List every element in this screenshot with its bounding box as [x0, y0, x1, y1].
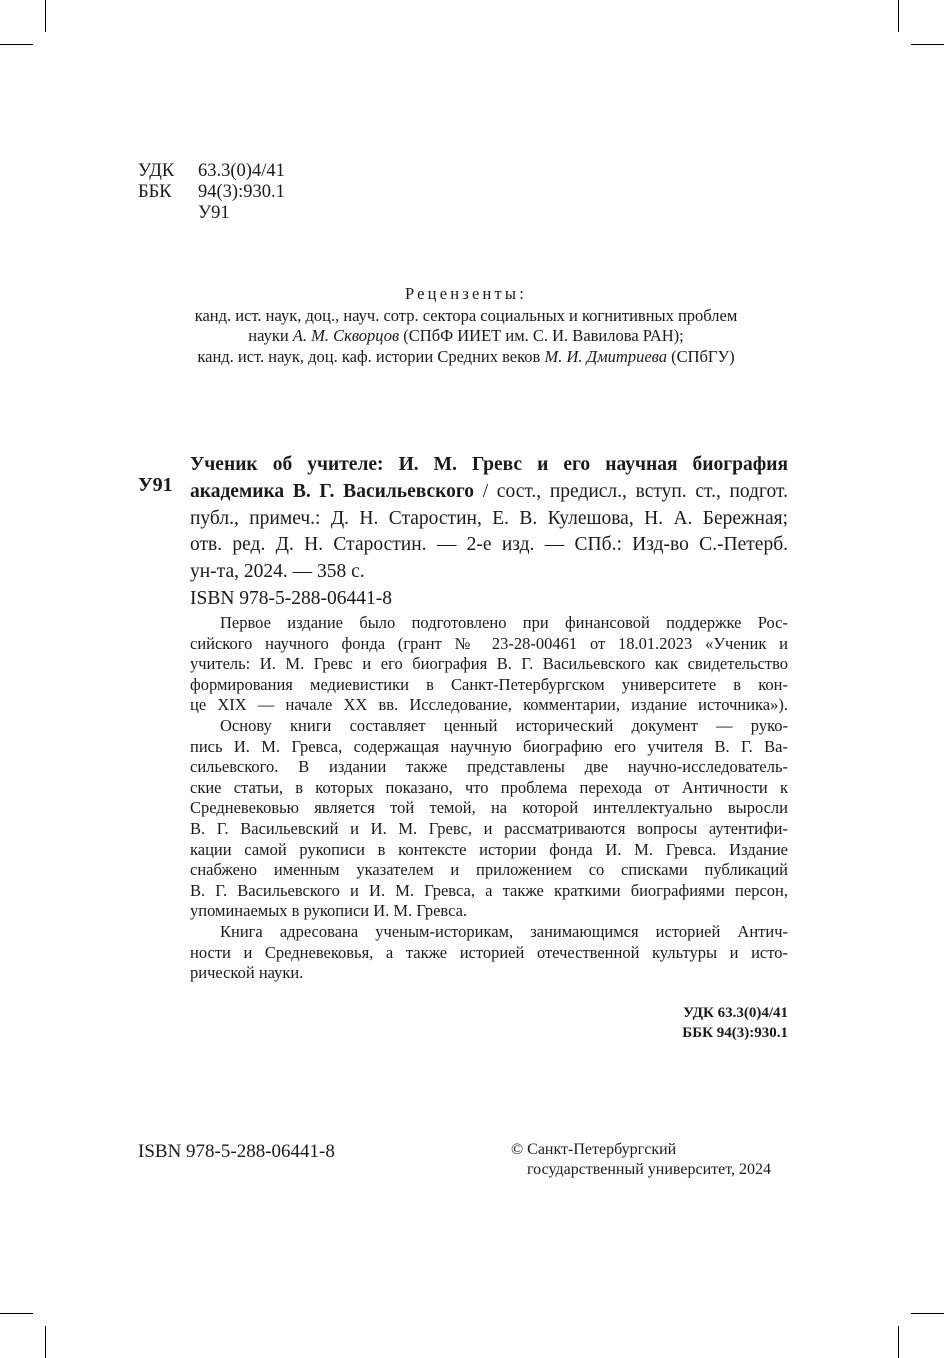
- annotation-line: Основу книги составляет ценный исторический документ — руко-: [220, 715, 788, 735]
- book-title-part-1: Ученик об учителе: И. М. Гревс и его научная биография: [190, 454, 788, 475]
- title-line-1: [190, 452, 788, 479]
- annotation-line: В. Г. Васильевский и И. М. Гревс, и рассматриваются вопросы аутентифи-: [190, 818, 788, 838]
- annotation-line: ские статьи, в которых показано, что проблема перехода от Античности к: [190, 777, 788, 797]
- bibliographic-record: [190, 452, 788, 613]
- index-bbk: ББК 94(3):930.1: [682, 1025, 788, 1041]
- biblio-line-5: ун-та, 2024. — 358 с.: [190, 561, 365, 583]
- copyright-line-2: государственный университет, 2024: [527, 1161, 772, 1178]
- reviewer-1-line-2: [138, 326, 794, 347]
- annotation-line: сильевского. В издании также представлены две научно-исследователь-: [190, 757, 788, 777]
- reviewer-1-prefix: науки: [248, 326, 293, 345]
- crop-mark-bottom-left-horizontal: [0, 1313, 33, 1314]
- annotation: [190, 613, 788, 984]
- crop-mark-top-left-vertical: [45, 0, 46, 32]
- annotation-line: учитель: И. М. Гревс и его биография В. Г. Васильевского как свидетельство: [190, 654, 788, 674]
- crop-mark-top-right-horizontal: [911, 44, 944, 45]
- annotation-line: кации самой рукописи в контексте истории фонда И. М. Гревса. Издание: [190, 839, 788, 859]
- book-title-part-2: академика В. Г. Васильевского: [190, 480, 475, 502]
- reviewer-2-line: [138, 347, 794, 368]
- copyright-line-1: © Санкт-Петербургский: [511, 1141, 677, 1158]
- copyright: [511, 1140, 771, 1180]
- reviewers-heading: Рецензенты:: [404, 284, 528, 303]
- responsibility-statement: / сост., предисл., вступ. ст., подгот.: [474, 480, 788, 502]
- title-line-2: [190, 479, 788, 506]
- annotation-line: сийского научного фонда (грант № 23-28-00461 от 18.01.2023 «Ученик и: [190, 633, 788, 653]
- classification-codes: [138, 161, 285, 224]
- reviewer-1-name: А. М. Скворцов: [292, 326, 400, 345]
- crop-mark-top-left-horizontal: [0, 44, 33, 45]
- author-sign-bold: У91: [138, 474, 173, 496]
- crop-mark-bottom-right-horizontal: [911, 1313, 944, 1314]
- udk-label: УДК: [138, 161, 175, 181]
- reviewer-2-affiliation: (СПбГУ): [666, 346, 735, 366]
- reviewer-1-affiliation: (СПбФ ИИЕТ им. С. И. Вавилова РАН);: [399, 326, 684, 345]
- author-sign-row: [138, 203, 285, 224]
- crop-mark-top-right-vertical: [898, 0, 899, 32]
- reviewer-2-prefix: канд. ист. наук, доц. каф. истории Средних веков: [197, 346, 545, 366]
- annotation-line: В. Г. Васильевского и И. М. Гревса, а также краткими биографиями персон,: [190, 880, 788, 900]
- annotation-line: це XIX — начале XX вв. Исследование, комментарии, издание источника»).: [190, 695, 788, 715]
- author-sign: У91: [198, 203, 230, 223]
- annotation-line: Книга адресована ученым-историкам, занимающимся историей Антич-: [220, 921, 788, 941]
- annotation-line: формирования медиевистики в Санкт-Петербургском университете в кон-: [190, 674, 788, 694]
- reviewers-block: [138, 284, 794, 367]
- annotation-line: ности и Средневековья, а также историей отечественной культуры и исто-: [190, 942, 788, 962]
- annotation-line: Средневековью является той темой, на которой интеллектуально выросли: [190, 798, 788, 818]
- index-codes: [600, 1003, 788, 1043]
- annotation-line: рической науки.: [190, 963, 304, 983]
- bbk-label: ББК: [138, 182, 172, 202]
- biblio-isbn: ISBN 978-5-288-06441-8: [190, 587, 393, 609]
- udk-value: 63.3(0)4/41: [198, 161, 285, 181]
- reviewer-1-line-1: канд. ист. наук, доц., науч. сотр. сектора социальных и когнитивных проблем: [194, 305, 738, 325]
- biblio-line-3: публ., примеч.: Д. Н. Старостин, Е. В. Кулешова, Н. А. Бережная;: [190, 507, 788, 529]
- biblio-line-4: отв. ред. Д. Н. Старостин. — 2-е изд. — СПб.: Изд-во С.-Петерб.: [190, 534, 788, 556]
- bbk-row: [138, 182, 285, 203]
- reviewer-2-name: М. И. Дмитриева: [544, 346, 667, 366]
- annotation-line: упоминаемых в рукописи И. М. Гревса.: [190, 901, 468, 921]
- crop-mark-bottom-left-vertical: [45, 1326, 46, 1358]
- footer-isbn: ISBN 978-5-288-06441-8: [138, 1141, 335, 1162]
- annotation-line: снабжено именным указателем и приложением со списками публикаций: [190, 860, 788, 880]
- annotation-line: Первое издание было подготовлено при финансовой поддержке Рос-: [220, 613, 788, 632]
- udk-row: [138, 161, 285, 182]
- bbk-value: 94(3):930.1: [198, 182, 285, 202]
- index-udk: УДК 63.3(0)4/41: [683, 1005, 788, 1021]
- annotation-line: пись И. М. Гревса, содержащая научную биографию его учителя В. Г. Ва-: [190, 736, 788, 756]
- crop-mark-bottom-right-vertical: [898, 1326, 899, 1358]
